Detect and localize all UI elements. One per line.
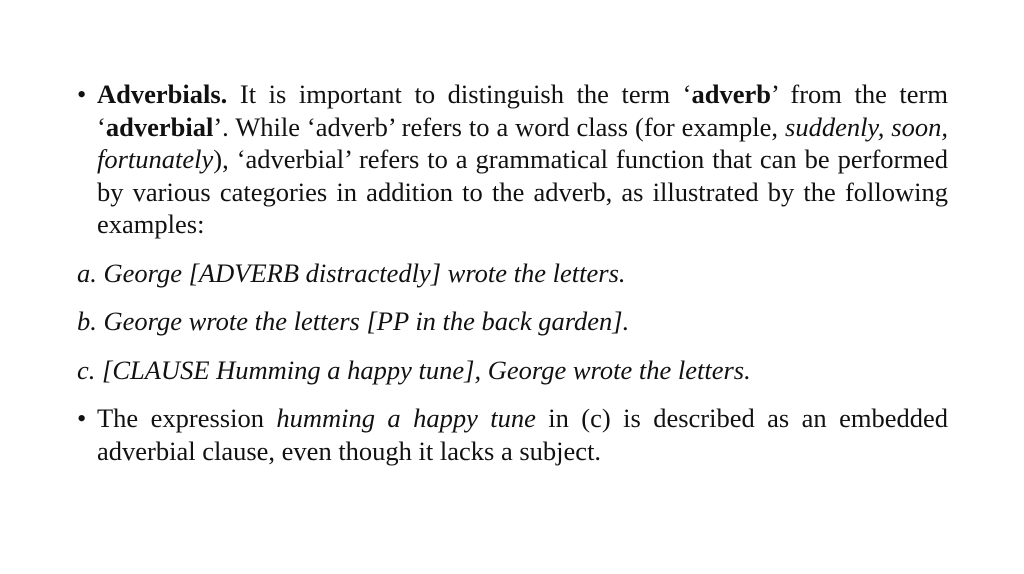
phrase-humming: humming a happy tune: [276, 403, 536, 433]
term-adverbial: adverbial: [105, 111, 214, 142]
bullet-icon: •: [77, 79, 87, 109]
paragraph-text: The expression: [97, 403, 277, 433]
slide-content: [77, 78, 948, 467]
paragraph-text: ), ‘adverbial’ refers to a grammatical function that can be performed by various categories in addition to the adverb, as illustrated by the following examples:: [97, 144, 948, 239]
paragraph-text: ’. While ‘adverb’ refers to a word class (for example,: [213, 111, 785, 142]
bullet-icon: •: [77, 403, 87, 433]
example-a: a. George [ADVERB distractedly] wrote the letters.: [77, 257, 626, 288]
example-words: suddenly, soon, fortunately: [97, 111, 948, 174]
paragraph-adverbials: [77, 78, 948, 241]
term-adverb: adverb: [691, 79, 771, 109]
paragraph-text: ’ from the term ‘: [97, 79, 948, 142]
example-c: c. [CLAUSE Humming a happy tune], George wrote the letters.: [77, 354, 751, 385]
example-b: b. George wrote the letters [PP in the back garden].: [77, 306, 630, 336]
paragraph-text: It is important to distinguish the term ‘: [227, 79, 692, 109]
term-adverbials: Adverbials.: [97, 79, 228, 109]
paragraph-expression: [77, 402, 948, 467]
paragraph-text: in (c) is described as an embedded adverbial clause, even though it lacks a subject.: [97, 403, 948, 466]
